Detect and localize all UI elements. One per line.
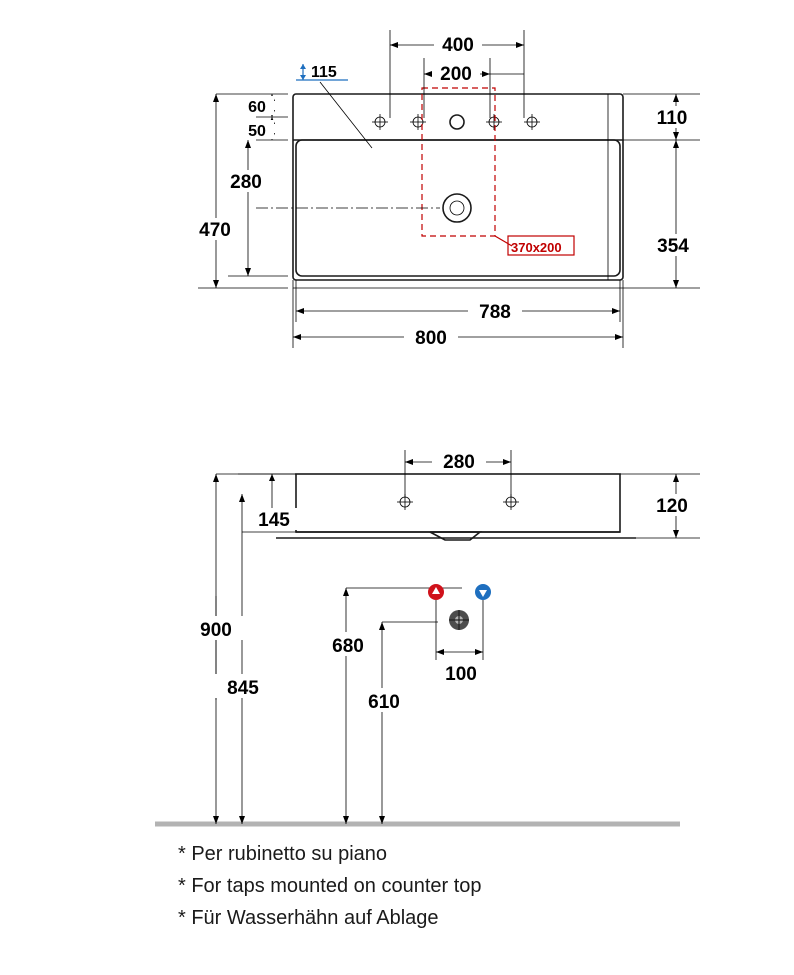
footnotes-block xyxy=(178,838,738,934)
waste-outlet-plan xyxy=(443,194,471,222)
footnote-it: * Per rubinetto su piano xyxy=(178,843,388,865)
service-zone-label: 370x200 xyxy=(511,240,562,255)
dim-110: 110 xyxy=(656,108,688,129)
dim-788: 788 xyxy=(479,302,511,323)
basin-front-lip xyxy=(293,280,623,288)
waste-outlet-marker xyxy=(449,610,469,630)
dim-900: 900 xyxy=(200,620,232,641)
dim-100: 100 xyxy=(445,664,477,685)
dim-845: 845 xyxy=(227,678,259,699)
dim-280: 280 xyxy=(230,172,262,193)
dim-610: 610 xyxy=(368,692,400,713)
dim-800: 800 xyxy=(415,328,447,349)
dim-115: 115 xyxy=(311,64,337,81)
dim-50: 50 xyxy=(248,123,266,140)
plan-view-group xyxy=(188,30,700,349)
dim-200: 200 xyxy=(440,64,472,85)
cold-water-marker xyxy=(475,584,491,600)
dim-280-elevation: 280 xyxy=(443,452,475,473)
dim-400: 400 xyxy=(442,35,474,56)
footnote-en: * For taps mounted on counter top xyxy=(178,875,482,897)
dim-470: 470 xyxy=(199,220,231,241)
dim-680: 680 xyxy=(332,636,364,657)
dim-354: 354 xyxy=(657,236,689,257)
footnote-de: * Für Wasserhähn auf Ablage xyxy=(178,907,439,929)
dim-120: 120 xyxy=(656,496,688,517)
center-tap-hole xyxy=(450,115,464,129)
elevation-view-group xyxy=(238,450,700,540)
hot-water-marker xyxy=(428,584,444,600)
basin-outline-elevation xyxy=(296,474,620,532)
dim-60: 60 xyxy=(248,99,266,116)
dim-145: 145 xyxy=(258,510,290,531)
